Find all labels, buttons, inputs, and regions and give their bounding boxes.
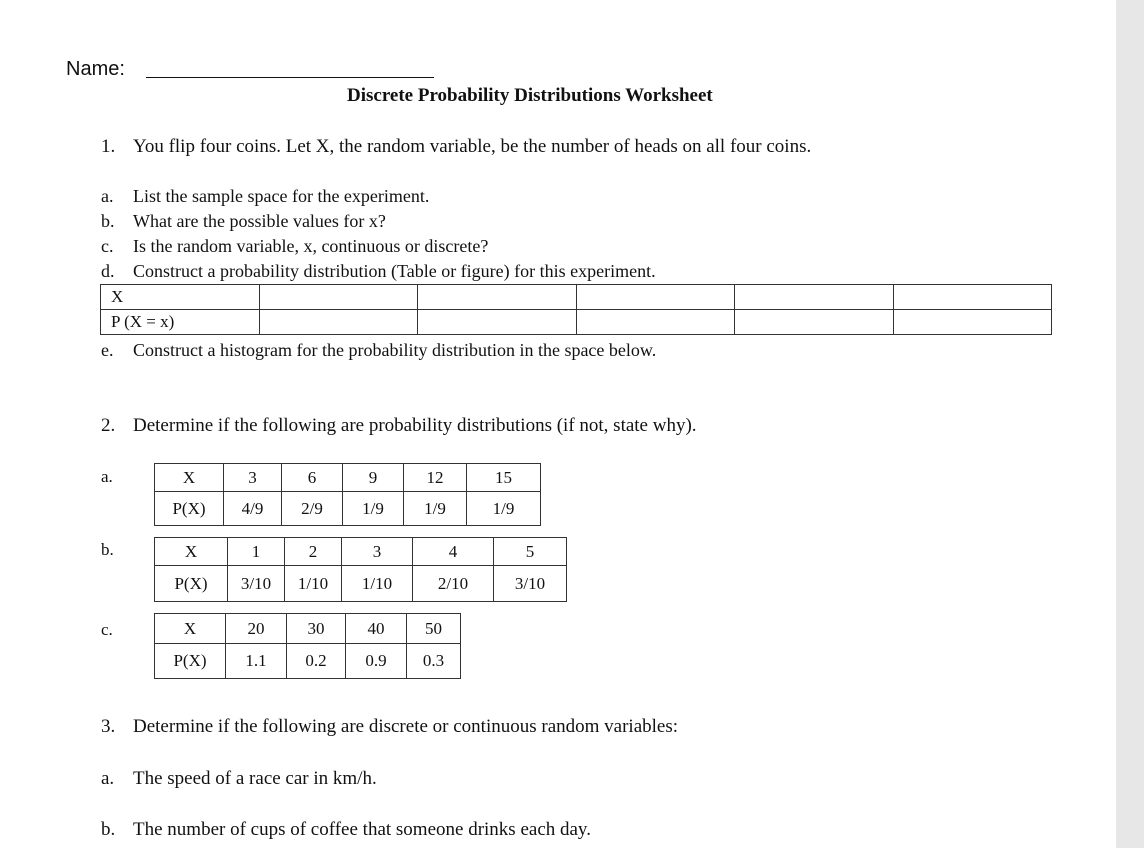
p-value-cell: 1/9	[404, 492, 467, 526]
table-row	[155, 538, 567, 566]
p-value-cell: 4/9	[224, 492, 282, 526]
q1-number: 1.	[101, 136, 116, 157]
table-cell-blank[interactable]	[576, 310, 734, 335]
p-value-cell: 3/10	[494, 566, 567, 602]
p-label-cell: P(X)	[155, 566, 228, 602]
table-cell-label: X	[101, 285, 260, 310]
table-row	[155, 492, 541, 526]
table-row	[155, 644, 461, 679]
table-row	[155, 566, 567, 602]
q2-table-letter: a.	[101, 467, 113, 486]
x-value-cell: 15	[467, 464, 541, 492]
table-cell-blank[interactable]	[418, 310, 576, 335]
p-label-cell: P(X)	[155, 492, 224, 526]
q2-table-letter: b.	[101, 540, 114, 559]
table-cell-blank[interactable]	[576, 285, 734, 310]
q1-distribution-table	[100, 284, 1052, 335]
x-value-cell: 50	[407, 614, 461, 644]
q1-item-letter: b.	[101, 211, 115, 231]
q2-table-letter: c.	[101, 620, 113, 639]
name-blank-line[interactable]	[146, 77, 434, 78]
q3-text: Determine if the following are discrete or continuous random variables:	[133, 716, 679, 737]
q1-item-text: Is the random variable, x, continuous or discrete?	[133, 236, 489, 256]
q3-item-letter: b.	[101, 819, 116, 840]
q1-item-text: List the sample space for the experiment.	[133, 186, 430, 206]
q1-item-letter: a.	[101, 186, 114, 206]
q2-table-c	[154, 613, 461, 679]
table-cell-blank[interactable]	[735, 285, 893, 310]
x-value-cell: 12	[404, 464, 467, 492]
table-cell-blank[interactable]	[893, 310, 1052, 335]
p-value-cell: 1/9	[343, 492, 404, 526]
p-value-cell: 1.1	[226, 644, 287, 679]
table-row	[155, 464, 541, 492]
p-label-cell: P(X)	[155, 644, 226, 679]
q1-item-text: Construct a probability distribution (Table or figure) for this experiment.	[133, 261, 656, 281]
q2-number: 2.	[101, 415, 116, 436]
q1-item-letter: d.	[101, 261, 115, 281]
x-value-cell: 40	[346, 614, 407, 644]
p-value-cell: 2/10	[413, 566, 494, 602]
x-value-cell: 2	[285, 538, 342, 566]
page-gutter	[1116, 0, 1144, 848]
p-value-cell: 0.3	[407, 644, 461, 679]
q1-item-text: What are the possible values for x?	[133, 211, 386, 231]
table-cell-blank[interactable]	[259, 285, 417, 310]
q1-text: You flip four coins. Let X, the random variable, be the number of heads on all four coins.	[133, 136, 812, 157]
p-value-cell: 3/10	[228, 566, 285, 602]
q3-item-letter: a.	[101, 768, 115, 789]
p-value-cell: 0.2	[287, 644, 346, 679]
x-value-cell: 1	[228, 538, 285, 566]
p-value-cell: 1/10	[285, 566, 342, 602]
x-label-cell: X	[155, 464, 224, 492]
x-value-cell: 9	[343, 464, 404, 492]
x-value-cell: 3	[224, 464, 282, 492]
table-cell-blank[interactable]	[893, 285, 1052, 310]
table-cell-blank[interactable]	[259, 310, 417, 335]
q3-item-text: The speed of a race car in km/h.	[133, 768, 377, 789]
name-label: Name:	[66, 58, 125, 80]
table-row	[101, 285, 1052, 310]
x-value-cell: X	[155, 538, 228, 566]
table-cell-label: P (X = x)	[101, 310, 260, 335]
q1-item-letter: c.	[101, 236, 114, 256]
table-cell-blank[interactable]	[735, 310, 893, 335]
p-value-cell: 1/10	[342, 566, 413, 602]
page-title: Discrete Probability Distributions Worksheet	[347, 85, 713, 106]
x-value-cell: 6	[282, 464, 343, 492]
q1-item-letter: e.	[101, 340, 114, 360]
p-value-cell: 1/9	[467, 492, 541, 526]
x-value-cell: 3	[342, 538, 413, 566]
q3-number: 3.	[101, 716, 116, 737]
table-row	[101, 310, 1052, 335]
q2-text: Determine if the following are probability distributions (if not, state why).	[133, 415, 697, 436]
table-cell-blank[interactable]	[418, 285, 576, 310]
x-label-cell: X	[155, 614, 226, 644]
q2-table-b	[154, 537, 567, 602]
q2-table-a	[154, 463, 541, 526]
p-value-cell: 0.9	[346, 644, 407, 679]
p-value-cell: 2/9	[282, 492, 343, 526]
q1-item-text: Construct a histogram for the probability distribution in the space below.	[133, 340, 657, 360]
x-value-cell: 5	[494, 538, 567, 566]
x-value-cell: 20	[226, 614, 287, 644]
table-row	[155, 614, 461, 644]
x-value-cell: 4	[413, 538, 494, 566]
x-value-cell: 30	[287, 614, 346, 644]
q3-item-text: The number of cups of coffee that someone drinks each day.	[133, 819, 591, 840]
